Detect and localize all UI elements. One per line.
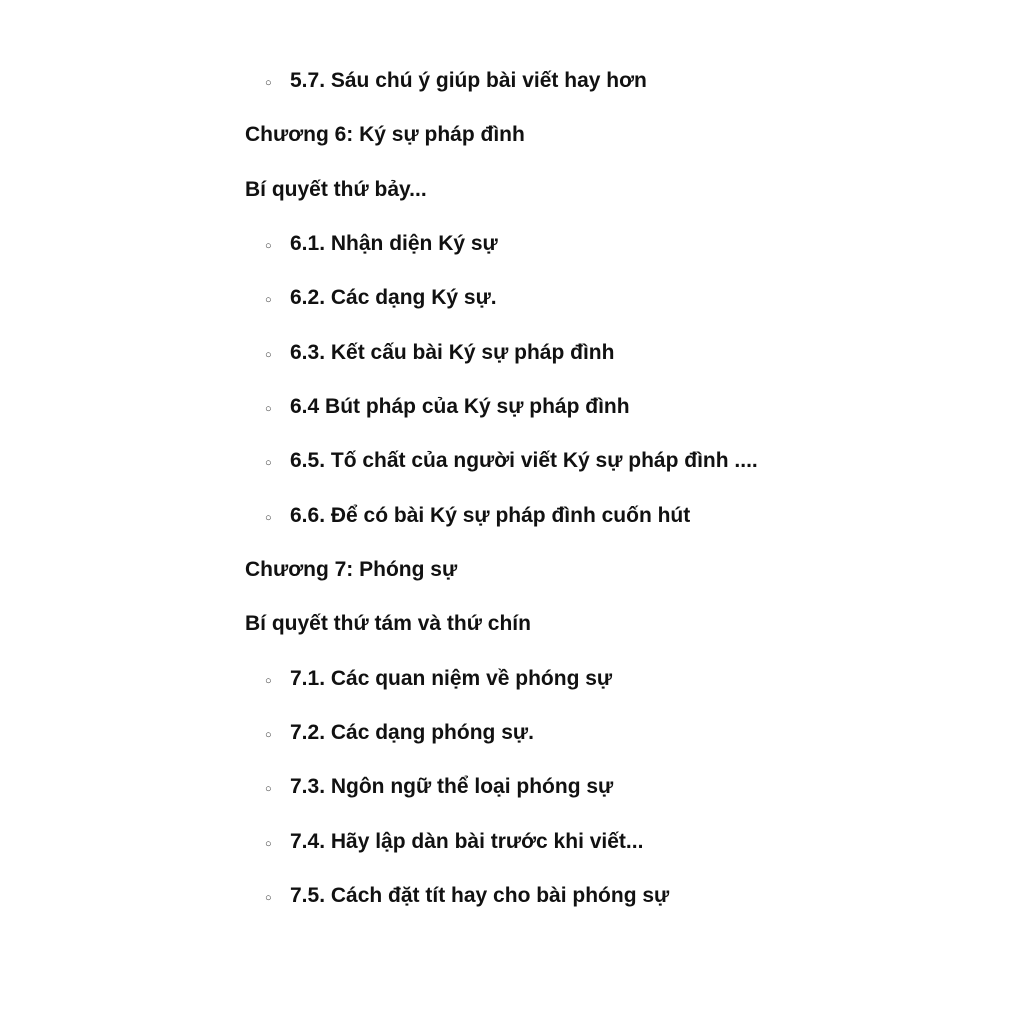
bullet-circle-icon: ○ xyxy=(265,294,272,307)
bullet-circle-icon: ○ xyxy=(265,729,272,742)
chapter-heading-label: Chương 6: Ký sự pháp đình xyxy=(245,123,525,147)
toc-item xyxy=(265,283,497,313)
bullet-circle-icon: ○ xyxy=(265,675,272,688)
chapter-subheading xyxy=(245,609,531,639)
toc-item xyxy=(265,827,643,857)
toc-item-label: 6.5. Tố chất của người viết Ký sự pháp đình .... xyxy=(290,449,758,473)
chapter-subheading xyxy=(245,175,427,205)
toc-item-label: 6.4 Bút pháp của Ký sự pháp đình xyxy=(290,395,630,419)
bullet-circle-icon: ○ xyxy=(265,349,272,362)
toc-item-label: 7.1. Các quan niệm về phóng sự xyxy=(290,667,613,691)
chapter-heading xyxy=(245,555,457,585)
toc-item-label: 7.4. Hãy lập dàn bài trước khi viết... xyxy=(290,830,644,854)
bullet-circle-icon: ○ xyxy=(265,457,272,470)
bullet-circle-icon: ○ xyxy=(265,838,272,851)
bullet-circle-icon: ○ xyxy=(265,77,272,90)
toc-item-label: 7.5. Cách đặt tít hay cho bài phóng sự xyxy=(290,884,670,908)
toc-item xyxy=(265,446,758,476)
toc-item xyxy=(265,881,669,911)
toc-item-label: 6.3. Kết cấu bài Ký sự pháp đình xyxy=(290,341,615,365)
toc-item xyxy=(265,718,534,748)
toc-item-label: 7.2. Các dạng phóng sự. xyxy=(290,721,534,745)
toc-item-label: 6.2. Các dạng Ký sự. xyxy=(290,286,497,310)
bullet-circle-icon: ○ xyxy=(265,240,272,253)
bullet-circle-icon: ○ xyxy=(265,512,272,525)
toc-item xyxy=(265,772,613,802)
toc-item xyxy=(265,664,612,694)
toc-item xyxy=(265,392,630,422)
toc-item xyxy=(265,338,614,368)
toc-item-label: 6.1. Nhận diện Ký sự xyxy=(290,232,498,256)
bullet-circle-icon: ○ xyxy=(265,783,272,796)
toc-item-label: 5.7. Sáu chú ý giúp bài viết hay hơn xyxy=(290,69,647,93)
toc-item-label: 7.3. Ngôn ngữ thể loại phóng sự xyxy=(290,775,614,799)
chapter-subheading-label: Bí quyết thứ bảy... xyxy=(245,178,427,202)
toc-item xyxy=(265,229,498,259)
toc-item xyxy=(265,66,647,96)
chapter-heading-label: Chương 7: Phóng sự xyxy=(245,558,458,582)
chapter-subheading-label: Bí quyết thứ tám và thứ chín xyxy=(245,612,531,636)
toc-item xyxy=(265,501,690,531)
toc-item-label: 6.6. Để có bài Ký sự pháp đình cuốn hút xyxy=(290,504,691,528)
bullet-circle-icon: ○ xyxy=(265,892,272,905)
bullet-circle-icon: ○ xyxy=(265,403,272,416)
chapter-heading xyxy=(245,120,525,150)
